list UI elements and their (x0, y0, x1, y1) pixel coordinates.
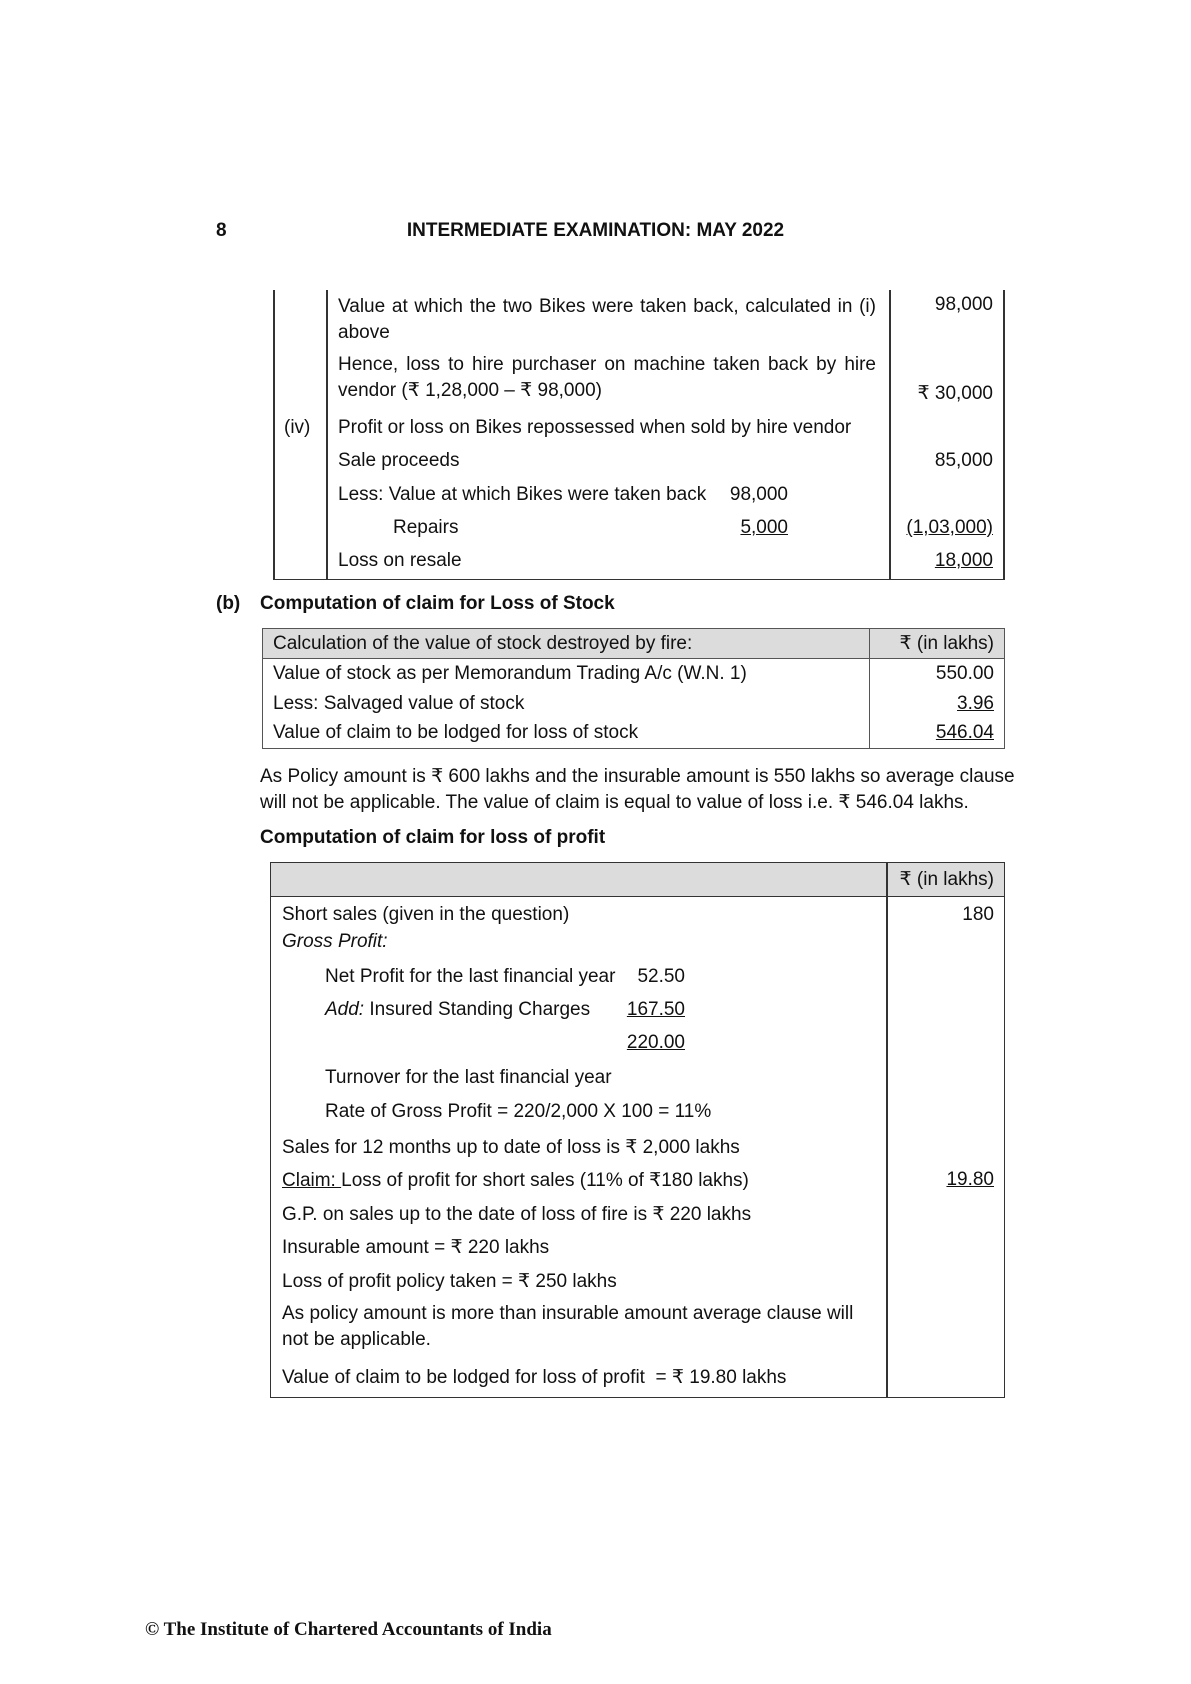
table-border (273, 579, 1005, 581)
stock-claim-table (262, 628, 1005, 749)
row-bikes-value-text: Value at which the two Bikes were taken back, calculated in (i) above (338, 296, 876, 343)
claim-amount: 19.80 (946, 1169, 994, 1190)
row-amount-value: 546.04 (935, 722, 994, 744)
value-of-claim-text: Value of claim to be lodged for loss of profit = ₹ 19.80 lakhs (282, 1367, 787, 1388)
row-less-value-text: Less: Value at which Bikes were taken back (338, 484, 707, 505)
average-clause-text: As policy amount is more than insurable amount average clause will not be applicable. (282, 1303, 854, 1350)
row-repairs-sub: 5,000 (740, 517, 788, 538)
table-header-row (271, 863, 1004, 897)
table-border (886, 863, 888, 1397)
row-loss-hire-purchaser-text: Hence, loss to hire purchaser on machine taken back by hire vendor (₹ 1,28,000 – ₹ 98,000) (338, 354, 876, 401)
row-amount: 550.00 (870, 659, 1005, 689)
row-amount-value: 3.96 (957, 692, 994, 714)
claim-text (282, 1169, 749, 1192)
insured-charges-label (325, 999, 590, 1021)
row-amount (870, 689, 1005, 719)
row-iv-label: (iv) (284, 417, 311, 438)
insurable-amount-text: Insurable amount = ₹ 220 lakhs (282, 1237, 550, 1258)
row-repairs-amount: (1,03,000) (906, 517, 993, 538)
row-description: Less: Salvaged value of stock (263, 689, 870, 719)
table-row (263, 659, 1005, 689)
row-loss-resale-amount: 18,000 (934, 550, 993, 571)
profit-claim-table (270, 862, 1005, 1398)
policy-taken-text: Loss of profit policy taken = ₹ 250 lakhs (282, 1271, 617, 1292)
table-border (326, 290, 328, 580)
gross-profit-total: 220.00 (626, 1032, 685, 1053)
row-sale-proceeds-amount: 85,000 (934, 450, 993, 471)
page-title: INTERMEDIATE EXAMINATION: MAY 2022 (406, 220, 785, 241)
footer-copyright: © The Institute of Chartered Accountants of India (145, 1619, 552, 1640)
row-repairs-text: Repairs (393, 517, 459, 538)
row-amount (870, 719, 1005, 749)
header-cell-amount: ₹ (in lakhs) (870, 629, 1005, 659)
insured-charges-value: 167.50 (626, 999, 685, 1020)
net-profit-value: 52.50 (637, 966, 685, 987)
sales-12-months-text: Sales for 12 months up to date of loss is ₹ 2,000 lakhs (282, 1137, 740, 1158)
row-description: Value of stock as per Memorandum Trading A/c (W.N. 1) (263, 659, 870, 689)
short-sales-amount: 180 (962, 904, 994, 925)
claim-description: Loss of profit for short sales (11% of ₹180 lakhs) (341, 1170, 749, 1191)
table-row (263, 689, 1005, 719)
row-bikes-value-amount: 98,000 (934, 294, 993, 315)
profit-claim-title: Computation of claim for loss of profit (260, 827, 606, 848)
header-cell-amount: ₹ (in lakhs) (899, 869, 994, 890)
net-profit-label: Net Profit for the last financial year (325, 966, 616, 987)
gross-profit-label: Gross Profit: (282, 931, 388, 952)
row-sale-proceeds-text: Sale proceeds (338, 450, 460, 471)
table-row (263, 719, 1005, 749)
short-sales-text: Short sales (given in the question) (282, 904, 570, 925)
table-border (273, 290, 275, 580)
row-profit-loss-text: Profit or loss on Bikes repossessed when sold by hire vendor (338, 417, 852, 438)
page-number: 8 (216, 220, 227, 241)
table-header-row (263, 629, 1005, 659)
row-loss-hire-purchaser-amount: ₹ 30,000 (917, 383, 993, 404)
header-cell-description: Calculation of the value of stock destroyed by fire: (263, 629, 870, 659)
row-less-value-sub: 98,000 (729, 484, 788, 505)
average-clause-paragraph: As Policy amount is ₹ 600 lakhs and the insurable amount is 550 lakhs so average clause will not be applicable. The value of claim is equal to value of loss i.e. ₹ 546.04 lakhs. (260, 766, 1015, 813)
add-prefix: Add: (325, 999, 365, 1020)
hire-purchase-table (273, 290, 1005, 580)
row-description: Value of claim to be lodged for loss of stock (263, 719, 870, 749)
section-b-label: (b) (216, 593, 241, 614)
table-border (1003, 290, 1005, 580)
gp-sales-text: G.P. on sales up to the date of loss of fire is ₹ 220 lakhs (282, 1204, 752, 1225)
gp-rate-text: Rate of Gross Profit = 220/2,000 X 100 = 11% (325, 1101, 712, 1122)
insured-charges-text: Insured Standing Charges (364, 999, 591, 1020)
row-loss-resale-text: Loss on resale (338, 550, 462, 571)
claim-prefix: Claim: (282, 1170, 342, 1191)
section-b-title: Computation of claim for Loss of Stock (260, 593, 615, 614)
turnover-text: Turnover for the last financial year (325, 1067, 612, 1088)
